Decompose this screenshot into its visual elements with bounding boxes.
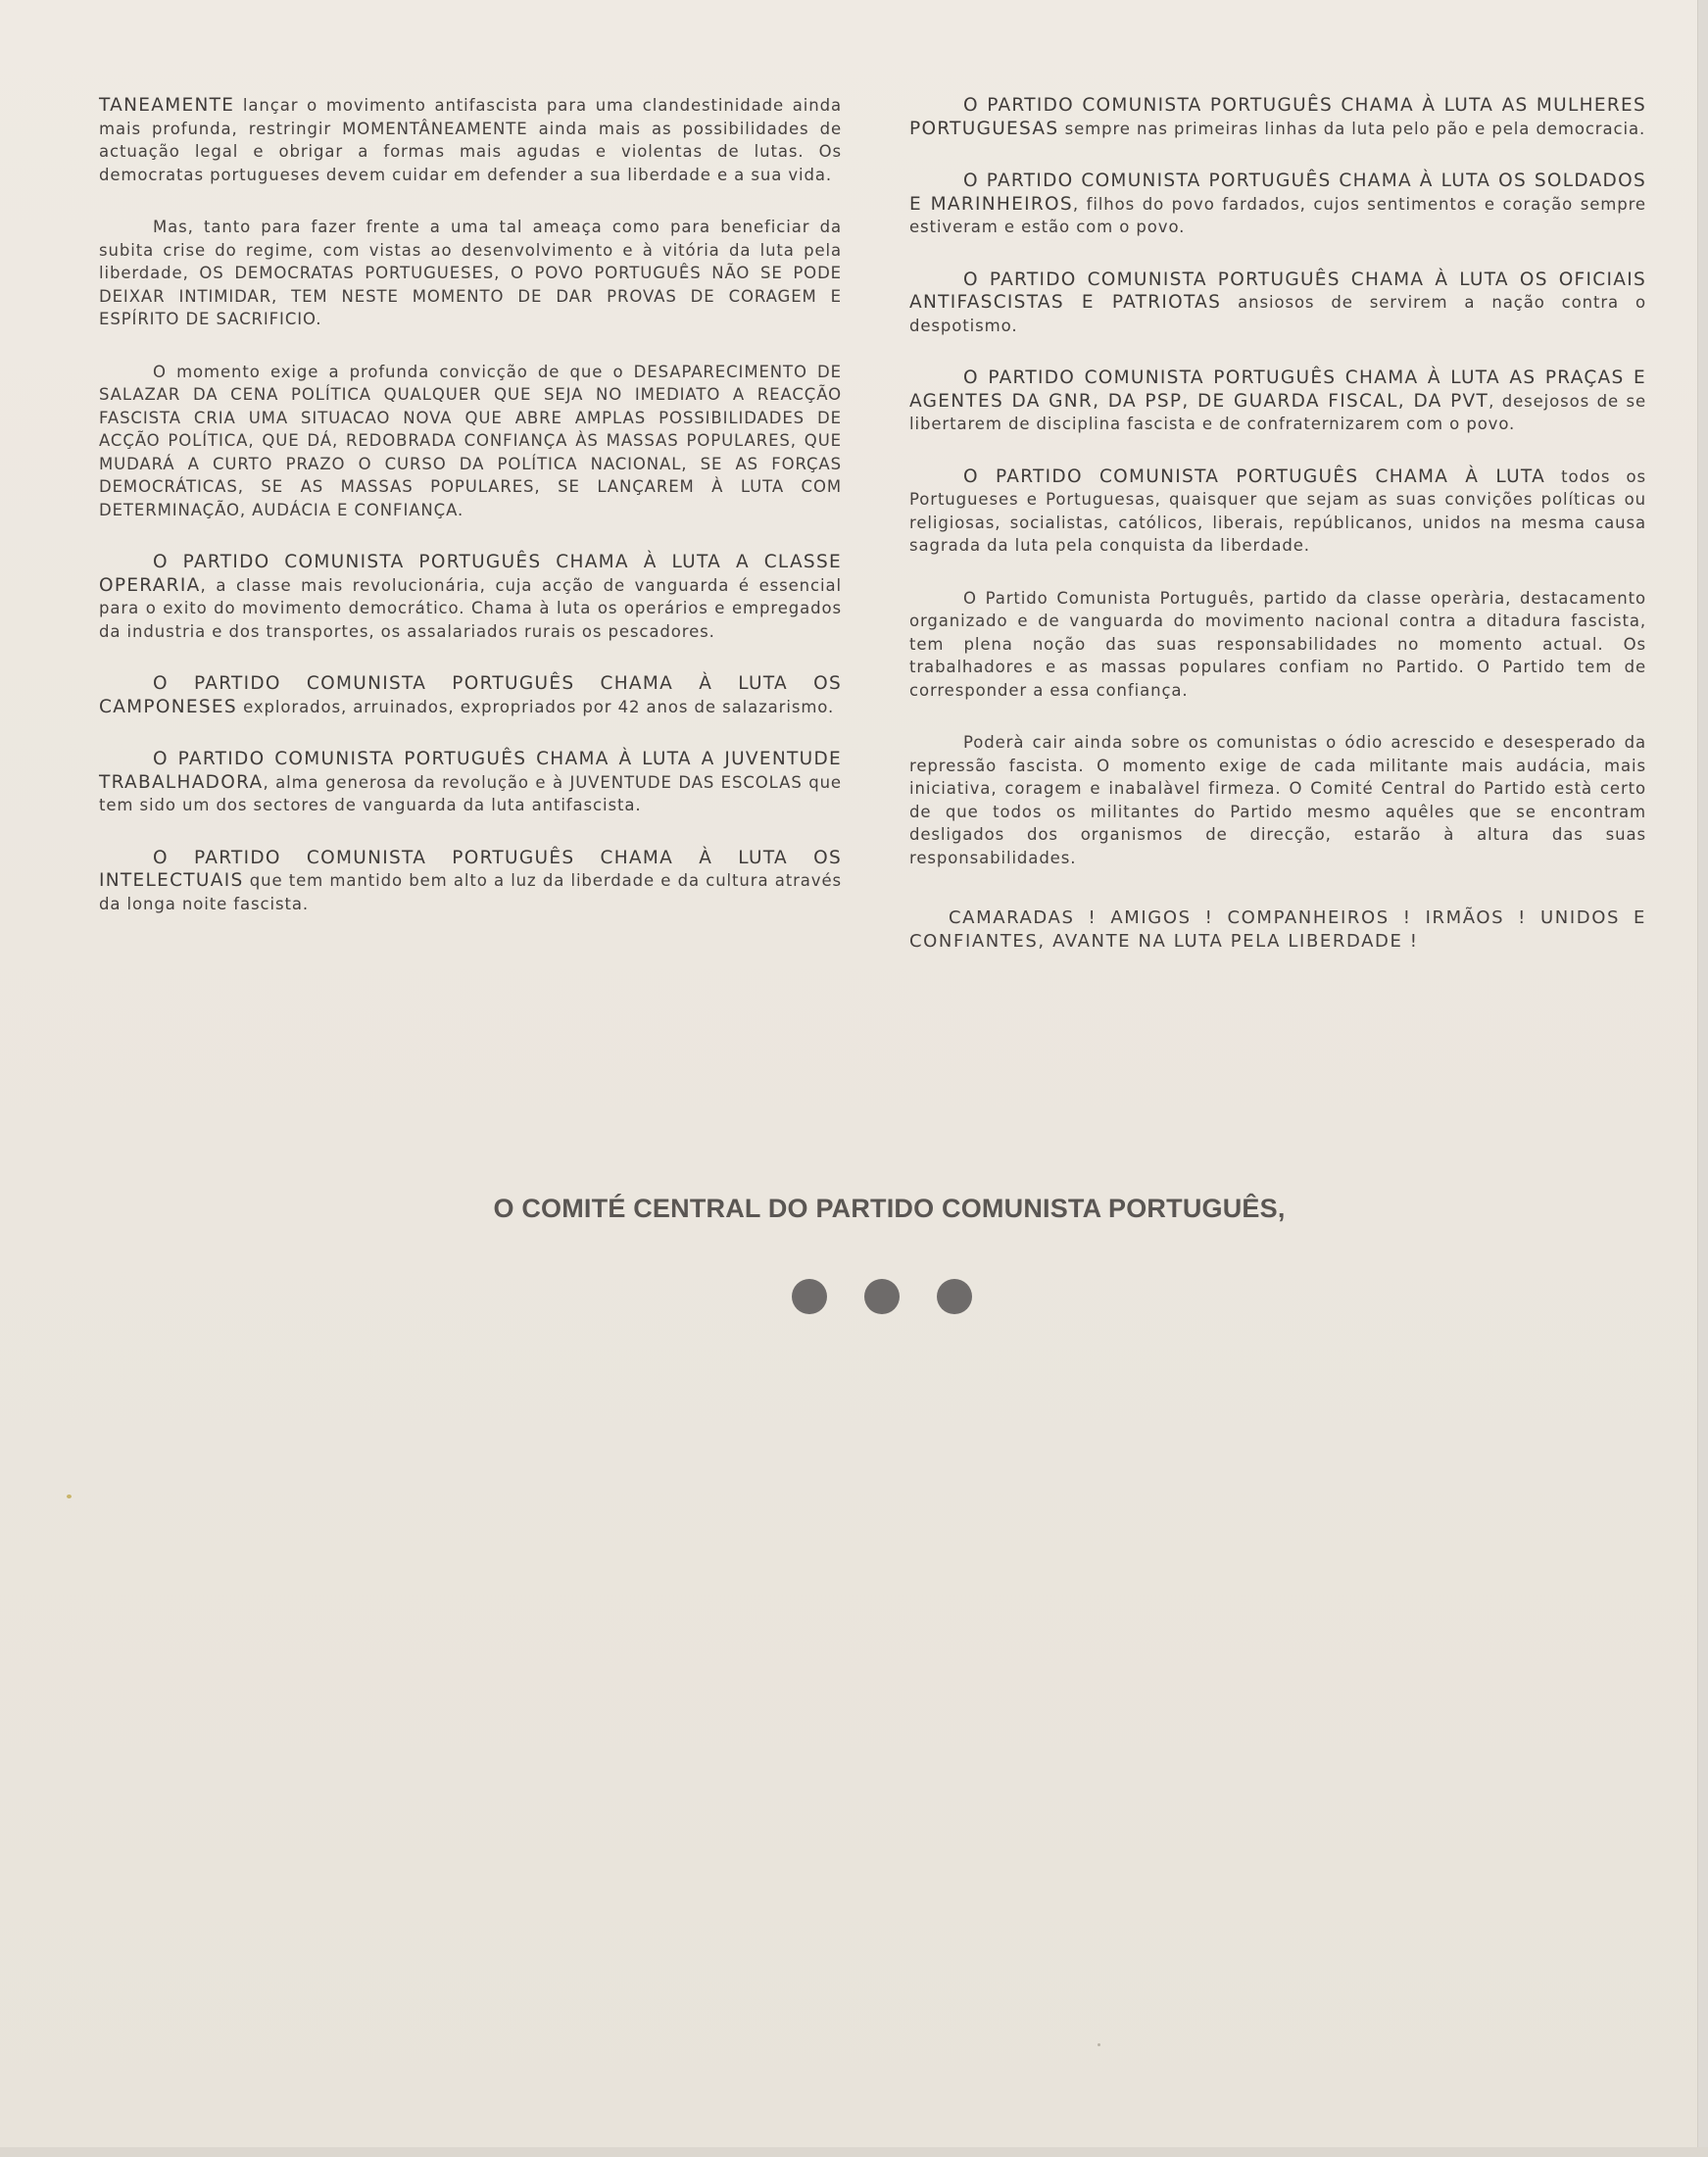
paragraph-lead-caps: O PARTIDO COMUNISTA PORTUGUÊS CHAMA À LUTA OS CAMPONESES bbox=[99, 673, 842, 717]
paragraph-text: , filhos do povo fardados, cujos sentimentos e coração sempre estiveram e estão com o povo. bbox=[909, 194, 1646, 236]
paragraph-text: todos os Portugueses e Portuguesas, quaisquer que sejam as suas convições políticas ou religiosas, socialistas, católicos, liberais, repúblicanos, unidos na mesma causa sagrada da luta pela conquista da liberdade. bbox=[909, 466, 1647, 555]
signature: O COMITÉ CENTRAL DO PARTIDO COMUNISTA PORTUGUÊS, bbox=[493, 1194, 1286, 1223]
page-edge-bottom bbox=[0, 2147, 1708, 2157]
paragraph bbox=[909, 731, 1646, 869]
paragraph-text: Poderà cair ainda sobre os comunistas o ódio acrescido e desesperado da repressão fascista. O momento exige de cada militante mais audácia, mais iniciativa, coragem e inabalàvel firmeza. O Comité Central do Partido està certo de que todos os militantes do Partido mesmo aquêles que se encontram desligados dos organismos de direcção, estarão à altura das suas responsabilidades. bbox=[909, 733, 1646, 867]
paragraph-text: que tem mantido bem alto a luz da liberdade e da cultura através da longa noite fascista. bbox=[99, 871, 842, 913]
paragraph-lead-caps: O PARTIDO COMUNISTA PORTUGUÊS CHAMA À LUTA AS PRAÇAS E AGENTES DA GNR, DA PSP, DE GUARDA FISCAL, DA PVT bbox=[909, 368, 1646, 412]
paragraph-lead-caps: O PARTIDO COMUNISTA PORTUGUÊS CHAMA À LUTA OS OFICIAIS ANTIFASCISTAS E PATRIOTAS bbox=[909, 269, 1646, 313]
dot-ornament bbox=[937, 1279, 972, 1314]
ornament-dots bbox=[792, 1279, 972, 1314]
paragraph bbox=[909, 466, 1646, 558]
paragraph-lead-caps: O PARTIDO COMUNISTA PORTUGUÊS CHAMA À LUTA A CLASSE OPERARIA bbox=[99, 552, 842, 596]
paragraph-text: , a classe mais revolucionária, cuja acção de vanguarda é essencial para o exito do movimento democrático. Chama à luta os operários e empregados da industria e dos transportes, os assalariados rurais os pescadores. bbox=[99, 575, 842, 641]
paragraph bbox=[909, 94, 1646, 140]
paragraph-text: O momento exige a profunda convicção de que o DESAPARECIMENTO DE SALAZAR DA CENA POLÍTICA QUALQUER QUE SEJA NO IMEDIATO A REACÇÃO FASCISTA CRIA UMA SITUACAO NOVA QUE ABRE AMPLAS POSSIBILIDADES DE ACÇÃO POLÍTICA, QUE DÁ, REDOBRADA CONFIANÇA ÀS MASSAS POPULARES, QUE MUDARÁ A CURTO PRAZO O CURSO DA POLÍTICA NACIONAL, SE AS FORÇAS DEMOCRÁTICAS, SE AS MASSAS POPULARES, SE LANÇAREM À LUTA COM DETERMINAÇÃO, AUDÁCIA E CONFIANÇA. bbox=[99, 362, 842, 519]
paragraph-lead-caps: O PARTIDO COMUNISTA PORTUGUÊS CHAMA À LUTA OS INTELECTUAIS bbox=[99, 847, 842, 891]
paragraph bbox=[99, 748, 842, 817]
paper-speck bbox=[67, 1495, 72, 1498]
paragraph-lead-caps: O PARTIDO COMUNISTA PORTUGUÊS CHAMA À LUTA A JUVENTUDE TRABALHADORA bbox=[99, 749, 842, 793]
paragraph-text: ansiosos de servirem a nação contra o despotismo. bbox=[909, 293, 1646, 335]
paragraph-text: , alma generosa da revolução e à JUVENTUDE DAS ESCOLAS que tem sido um dos sectores de vanguarda da luta antifascista. bbox=[99, 772, 842, 814]
paragraph bbox=[99, 361, 842, 522]
paragraph-text: sempre nas primeiras linhas da luta pelo pão e pela democracia. bbox=[1058, 119, 1646, 138]
dot-ornament bbox=[864, 1279, 900, 1314]
paragraph-text: Mas, tanto para fazer frente a uma tal ameaça como para beneficiar da subita crise do regime, com vistas ao desenvolvimento e à vitória da luta pela liberdade, OS DEMOCRATAS PORTUGUESES, O POVO PORTUGUÊS NÃO SE PODE DEIXAR INTIMIDAR, TEM NESTE MOMENTO DE DAR PROVAS DE CORAGEM E ESPÍRITO DE SACRIFICIO. bbox=[99, 218, 842, 328]
paragraph-text: lançar o movimento antifascista para uma clandestinidade ainda mais profunda, restringir MOMENTÂNEAMENTE ainda mais as possibilidades de actuação legal e obrigar a formas mais agudas e violentas de lutas. Os democratas portugueses devem cuidar em defender a sua liberdade e a sua vida. bbox=[99, 96, 842, 184]
paragraph bbox=[909, 587, 1646, 703]
right-text-column bbox=[909, 94, 1646, 983]
paragraph bbox=[99, 847, 842, 916]
paragraph bbox=[99, 551, 842, 643]
paragraph bbox=[909, 269, 1646, 338]
paragraph-lead-caps: O PARTIDO COMUNISTA PORTUGUÊS CHAMA À LUTA bbox=[963, 466, 1546, 487]
paragraph-lead-caps: TANEAMENTE bbox=[99, 95, 235, 116]
paper-speck bbox=[1098, 2043, 1100, 2046]
paragraph-text: O Partido Comunista Português, partido da classe operària, destacamento organizado e de vanguarda do movimento nacional contra a ditadura fascista, tem plena noção das suas responsabilidades no momento actual. Os trabalhadores e as massas populares confiam no Partido. O Partido tem de corresponder a essa confiança. bbox=[909, 588, 1646, 700]
paragraph-lead-caps: O PARTIDO COMUNISTA PORTUGUÊS CHAMA À LUTA OS SOLDADOS E MARINHEIROS bbox=[909, 171, 1646, 215]
paragraph-text: , desejosos de se libertarem de disciplina fascista e de confraternizarem com o povo. bbox=[909, 391, 1646, 433]
paragraph bbox=[99, 216, 842, 331]
dot-ornament bbox=[792, 1279, 827, 1314]
left-text-column bbox=[99, 94, 842, 945]
paragraph-text: explorados, arruinados, expropriados por 42 anos de salazarismo. bbox=[236, 697, 835, 716]
paragraph bbox=[909, 367, 1646, 436]
paragraph bbox=[909, 170, 1646, 239]
closing-call: CAMARADAS ! AMIGOS ! COMPANHEIROS ! IRMÃOS ! UNIDOS E CONFIANTES, AVANTE NA LUTA PELA LIBERDADE ! bbox=[909, 907, 1646, 952]
paragraph-lead-caps: O PARTIDO COMUNISTA PORTUGUÊS CHAMA À LUTA AS MULHERES PORTUGUESAS bbox=[909, 95, 1646, 139]
paragraph bbox=[99, 672, 842, 718]
paragraph bbox=[99, 94, 842, 186]
page-edge-right bbox=[1697, 0, 1708, 2157]
